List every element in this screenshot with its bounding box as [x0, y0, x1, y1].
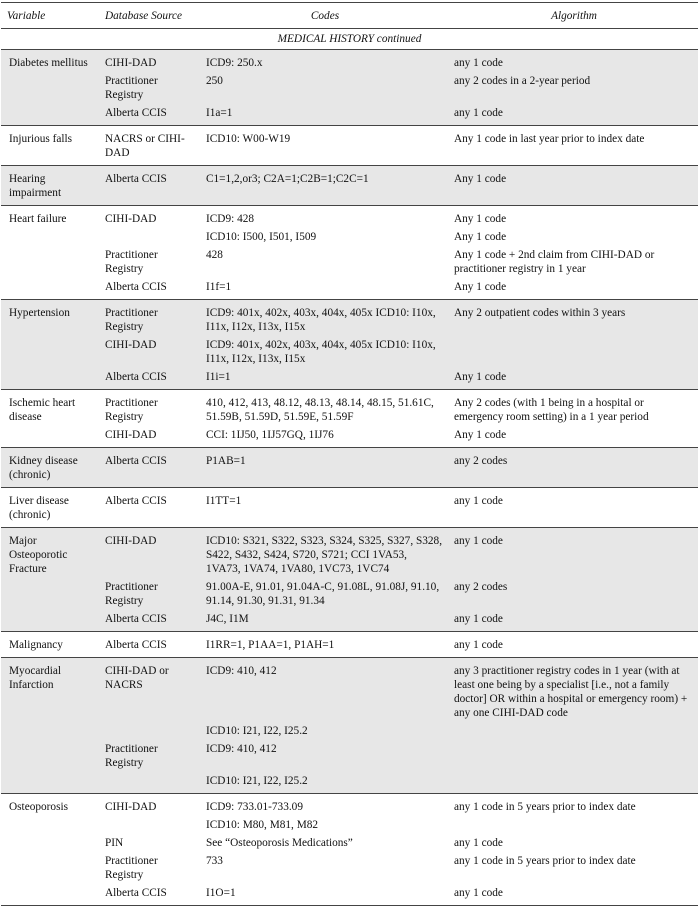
algorithm-cell: any 1 code in 5 years prior to index date: [454, 855, 636, 867]
variable-group: [1, 448, 698, 488]
source-cell: Practitioner Registry: [105, 397, 158, 423]
table-row: [1, 772, 698, 794]
algorithm-cell: any 1 code: [454, 837, 503, 849]
table-row: [1, 658, 698, 723]
table-row: [1, 50, 698, 73]
algorithm-cell: Any 1 code: [448, 166, 698, 206]
codes-cell: I1RR=1, P1AA=1, P1AH=1: [206, 639, 335, 651]
source-cell: Alberta CCIS: [99, 368, 200, 390]
table-row: [1, 632, 698, 658]
algorithm-cell: Any 1 code: [454, 231, 507, 243]
algorithm-cell: any 2 codes in a 2-year period: [448, 72, 698, 104]
algorithm-cell: any 1 code: [448, 104, 698, 126]
source-cell: Practitioner Registry: [105, 249, 158, 275]
section-title: MEDICAL HISTORY continued: [1, 29, 698, 50]
table-row: [1, 390, 698, 427]
source-cell: Alberta CCIS: [105, 281, 167, 293]
variable-cell: Malignancy: [9, 639, 63, 651]
table-row: [1, 228, 698, 246]
codes-cell: ICD9: 401x, 402x, 403x, 404x, 405x ICD10: I10x, I11x, I12x, I13x, I15x: [200, 336, 448, 368]
table-row: [1, 278, 698, 300]
codes-cell: ICD9: 410, 412: [200, 740, 448, 772]
source-cell: Practitioner Registry: [99, 300, 200, 337]
table-row: [1, 104, 698, 126]
source-cell: [99, 228, 200, 246]
variable-group: [1, 658, 698, 794]
source-cell: Alberta CCIS: [99, 448, 200, 488]
variable-group: [1, 390, 698, 448]
variable-cell: Liver disease (chronic): [9, 495, 69, 521]
variable-group: [1, 528, 698, 632]
source-cell: [99, 816, 200, 834]
source-cell: CIHI-DAD: [99, 336, 200, 368]
algorithm-cell: [448, 740, 698, 772]
source-cell: [99, 722, 200, 740]
table-row: [1, 206, 698, 229]
source-cell: Practitioner Registry: [99, 740, 200, 772]
codes-cell: ICD9: 401x, 402x, 403x, 404x, 405x ICD10: I10x, I11x, I12x, I13x, I15x: [200, 300, 448, 337]
source-cell: CIHI-DAD: [105, 429, 157, 441]
codes-cell: I1O=1: [206, 887, 236, 899]
algorithm-cell: [448, 336, 698, 368]
source-cell: CIHI-DAD: [105, 213, 157, 225]
algorithm-cell: any 2 codes: [448, 578, 698, 610]
variable-group: [1, 488, 698, 528]
table-row: [1, 578, 698, 610]
table-row: [1, 72, 698, 104]
variable-cell: Myocardial Infarction: [1, 658, 99, 794]
table-row: [1, 834, 698, 852]
header-variable: Variable: [1, 3, 99, 29]
header-row: [1, 3, 698, 29]
source-cell: Alberta CCIS: [105, 495, 167, 507]
algorithm-cell: any 1 code: [454, 495, 503, 507]
algorithm-cell: Any 1 code + 2nd claim from CIHI-DAD or practitioner registry in 1 year: [454, 249, 655, 275]
algorithm-cell: Any 1 code: [454, 213, 507, 225]
codes-cell: I1f=1: [206, 281, 232, 293]
variable-cell: Major Osteoporotic Fracture: [1, 528, 99, 632]
table-row: [1, 246, 698, 278]
table-row: [1, 300, 698, 337]
variable-cell: Ischemic heart disease: [9, 397, 76, 423]
variable-cell: Osteoporosis: [9, 801, 68, 813]
table-row: [1, 336, 698, 368]
table-row: [1, 448, 698, 488]
variable-cell: Kidney disease (chronic): [1, 448, 99, 488]
table-row: [1, 610, 698, 632]
codes-cell: 91.00A-E, 91.01, 91.04A-C, 91.08L, 91.08J, 91.10, 91.14, 91.30, 91.31, 91.34: [200, 578, 448, 610]
codes-cell: J4C, I1M: [200, 610, 448, 632]
table-row: [1, 488, 698, 528]
algorithm-cell: any 1 code: [454, 639, 503, 651]
algorithm-cell: any 1 code: [448, 528, 698, 579]
variable-cell: Hypertension: [1, 300, 99, 390]
table-row: [1, 794, 698, 817]
table-row: [1, 166, 698, 206]
algorithm-cell: any 3 practitioner registry codes in 1 year (with at least one being by a specialist [i.e., not a family doctor] OR within a hospital or emergency room) + any one CIHI-DAD code: [448, 658, 698, 723]
codes-cell: 250: [200, 72, 448, 104]
codes-cell: P1AB=1: [200, 448, 448, 488]
codes-cell: CCI: 1IJ50, 1IJ57GQ, 1IJ76: [206, 429, 334, 441]
header-codes: Codes: [200, 3, 448, 29]
algorithm-cell: any 2 codes: [448, 448, 698, 488]
codes-cell: I1i=1: [200, 368, 448, 390]
table-row: [1, 884, 698, 906]
source-cell: CIHI-DAD: [99, 50, 200, 73]
codes-cell: ICD9: 250.x: [200, 50, 448, 73]
table-row: [1, 816, 698, 834]
algorithm-cell: [448, 772, 698, 794]
algorithm-cell: any 1 code: [448, 610, 698, 632]
variable-group: [1, 126, 698, 166]
source-cell: Practitioner Registry: [105, 855, 158, 881]
variable-group: [1, 794, 698, 906]
algorithm-cell: any 1 code: [448, 50, 698, 73]
variable-group: [1, 50, 698, 126]
algorithm-cell: Any 2 codes (with 1 being in a hospital or emergency room setting) in a 1 year period: [454, 397, 649, 423]
source-cell: Alberta CCIS: [99, 166, 200, 206]
variable-group: [1, 166, 698, 206]
variable-cell: Injurious falls: [9, 133, 73, 145]
table-row: [1, 722, 698, 740]
codes-cell: I1a=1: [200, 104, 448, 126]
algorithm-cell: Any 1 code: [454, 429, 507, 441]
codes-cell: ICD9: 733.01-733.09: [206, 801, 303, 813]
source-cell: Alberta CCIS: [99, 610, 200, 632]
variable-group: [1, 632, 698, 658]
codes-cell: ICD9: 410, 412: [200, 658, 448, 723]
algorithm-cell: any 1 code: [454, 887, 503, 899]
source-cell: Alberta CCIS: [105, 639, 167, 651]
source-cell: CIHI-DAD: [99, 528, 200, 579]
codes-cell: ICD9: 428: [206, 213, 255, 225]
codes-cell: 410, 412, 413, 48.12, 48.13, 48.14, 48.15, 51.61C, 51.59B, 51.59D, 51.59E, 51.59F: [206, 397, 434, 423]
codes-cell: ICD10: S321, S322, S323, S324, S325, S327, S328, S422, S432, S424, S720, S721; CCI 1VA53, 1VA73, 1VA74, 1VA80, 1VC73, 1VC74: [200, 528, 448, 579]
source-cell: CIHI-DAD or NACRS: [99, 658, 200, 723]
table-row: [1, 368, 698, 390]
source-cell: Alberta CCIS: [105, 887, 167, 899]
codes-cell: 733: [206, 855, 223, 867]
codes-cell: ICD10: W00-W19: [206, 133, 291, 145]
codes-cell: ICD10: M80, M81, M82: [206, 819, 319, 831]
codes-cell: I1TT=1: [206, 495, 242, 507]
source-cell: CIHI-DAD: [105, 801, 157, 813]
table-row: [1, 528, 698, 579]
algorithm-cell: Any 1 code in last year prior to index date: [454, 133, 645, 145]
section-row: [1, 29, 698, 50]
source-cell: [99, 772, 200, 794]
algorithm-cell: any 1 code in 5 years prior to index date: [454, 801, 636, 813]
algorithm-cell: Any 1 code: [448, 368, 698, 390]
table-row: [1, 126, 698, 166]
variable-cell: Heart failure: [9, 213, 67, 225]
table-row: [1, 740, 698, 772]
algorithm-cell: [448, 722, 698, 740]
table-row: [1, 426, 698, 448]
codes-cell: ICD10: I500, I501, I509: [206, 231, 317, 243]
algorithm-cell: [448, 816, 698, 834]
algorithm-cell: Any 2 outpatient codes within 3 years: [448, 300, 698, 337]
codes-cell: C1=1,2,or3; C2A=1;C2B=1;C2C=1: [200, 166, 448, 206]
algorithm-cell: Any 1 code: [454, 281, 507, 293]
variable-cell: Hearing impairment: [1, 166, 99, 206]
variable-cell: Diabetes mellitus: [1, 50, 99, 126]
source-cell: Practitioner Registry: [99, 578, 200, 610]
codes-cell: 428: [206, 249, 223, 261]
table-row: [1, 852, 698, 884]
medical-history-table: [1, 2, 698, 906]
variable-group: [1, 206, 698, 300]
codes-cell: See “Osteoporosis Medications”: [206, 837, 353, 849]
source-cell: PIN: [105, 837, 124, 849]
source-cell: Practitioner Registry: [99, 72, 200, 104]
header-database-source: Database Source: [99, 3, 200, 29]
variable-group: [1, 300, 698, 390]
source-cell: NACRS or CIHI-DAD: [105, 133, 185, 159]
codes-cell: ICD10: I21, I22, I25.2: [200, 722, 448, 740]
header-algorithm: Algorithm: [448, 3, 698, 29]
source-cell: Alberta CCIS: [99, 104, 200, 126]
codes-cell: ICD10: I21, I22, I25.2: [200, 772, 448, 794]
